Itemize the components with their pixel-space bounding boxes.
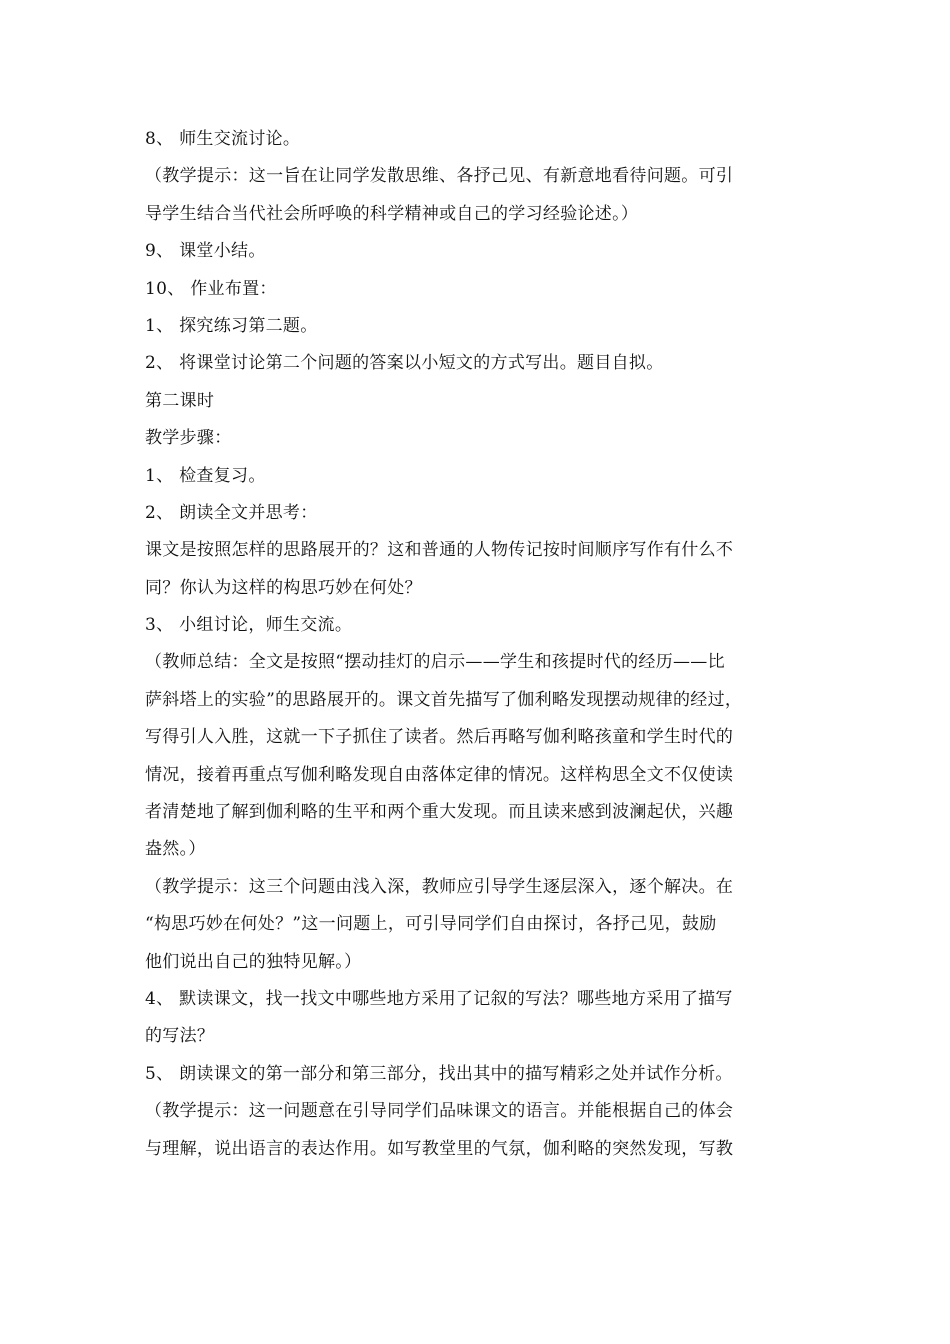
text-line: 5、 朗读课文的第一部分和第三部分，找出其中的描写精彩之处并试作分析。	[145, 1063, 733, 1084]
text-line: 8、 师生交流讨论。	[145, 129, 301, 149]
text-line: “构思巧妙在何处？”这一问题上，可引导同学们自由探讨，各抒己见，鼓励	[145, 914, 717, 935]
text-line: 他们说出自己的独特见解。）	[145, 951, 362, 972]
section-heading: 第二课时	[145, 390, 215, 411]
text-line: （教学提示：这三个问题由浅入深，教师应引导学生逐层深入，逐个解决。在	[145, 876, 734, 897]
text-line: 3、 小组讨论，师生交流。	[145, 615, 353, 636]
text-line: 者清楚地了解到伽利略的生平和两个重大发现。而且读来感到波澜起伏，兴趣	[145, 802, 734, 823]
text-line: 2、 朗读全文并思考：	[145, 502, 318, 523]
text-line: 9、 课堂小结。	[145, 241, 266, 262]
text-line: 1、 检查复习。	[145, 465, 266, 486]
text-line: 1、 探究练习第二题。	[145, 315, 318, 336]
text-line: 的写法？	[145, 1026, 215, 1047]
text-line: 与理解，说出语言的表达作用。如写教堂里的气氛，伽利略的突然发现，写教	[145, 1138, 734, 1159]
text-line: 导学生结合当代社会所呼唤的科学精神或自己的学习经验论述。）	[145, 203, 639, 224]
text-line: 同？你认为这样的构思巧妙在何处？	[145, 577, 422, 598]
text-line: 课文是按照怎样的思路展开的？这和普通的人物传记按时间顺序写作有什么不	[145, 540, 734, 561]
document-body	[145, 121, 805, 1168]
text-line: 4、 默读课文，找一找文中哪些地方采用了记叙的写法？哪些地方采用了描写	[145, 988, 733, 1009]
text-line: 写得引人入胜，这就一下子抓住了读者。然后再略写伽利略孩童和学生时代的	[145, 727, 734, 748]
text-line: 盎然。）	[145, 839, 206, 860]
text-line: （教学提示：这一旨在让同学发散思维、各抒己见、有新意地看待问题。可引	[145, 166, 734, 187]
text-line: 教学步骤：	[145, 428, 232, 449]
text-line: （教学提示：这一问题意在引导同学们品味课文的语言。并能根据自己的体会	[145, 1101, 734, 1122]
text-line: （教师总结：全文是按照“摆动挂灯的启示——学生和孩提时代的经历——比	[145, 652, 725, 673]
text-line: 萨斜塔上的实验”的思路展开的。课文首先描写了伽利略发现摆动规律的经过，	[145, 689, 743, 710]
text-line: 情况，接着再重点写伽利略发现自由落体定律的情况。这样构思全文不仅使读	[145, 764, 734, 785]
text-line: 10、 作业布置：	[145, 278, 277, 299]
text-line: 2、 将课堂讨论第二个问题的答案以小短文的方式写出。题目自拟。	[145, 353, 664, 374]
